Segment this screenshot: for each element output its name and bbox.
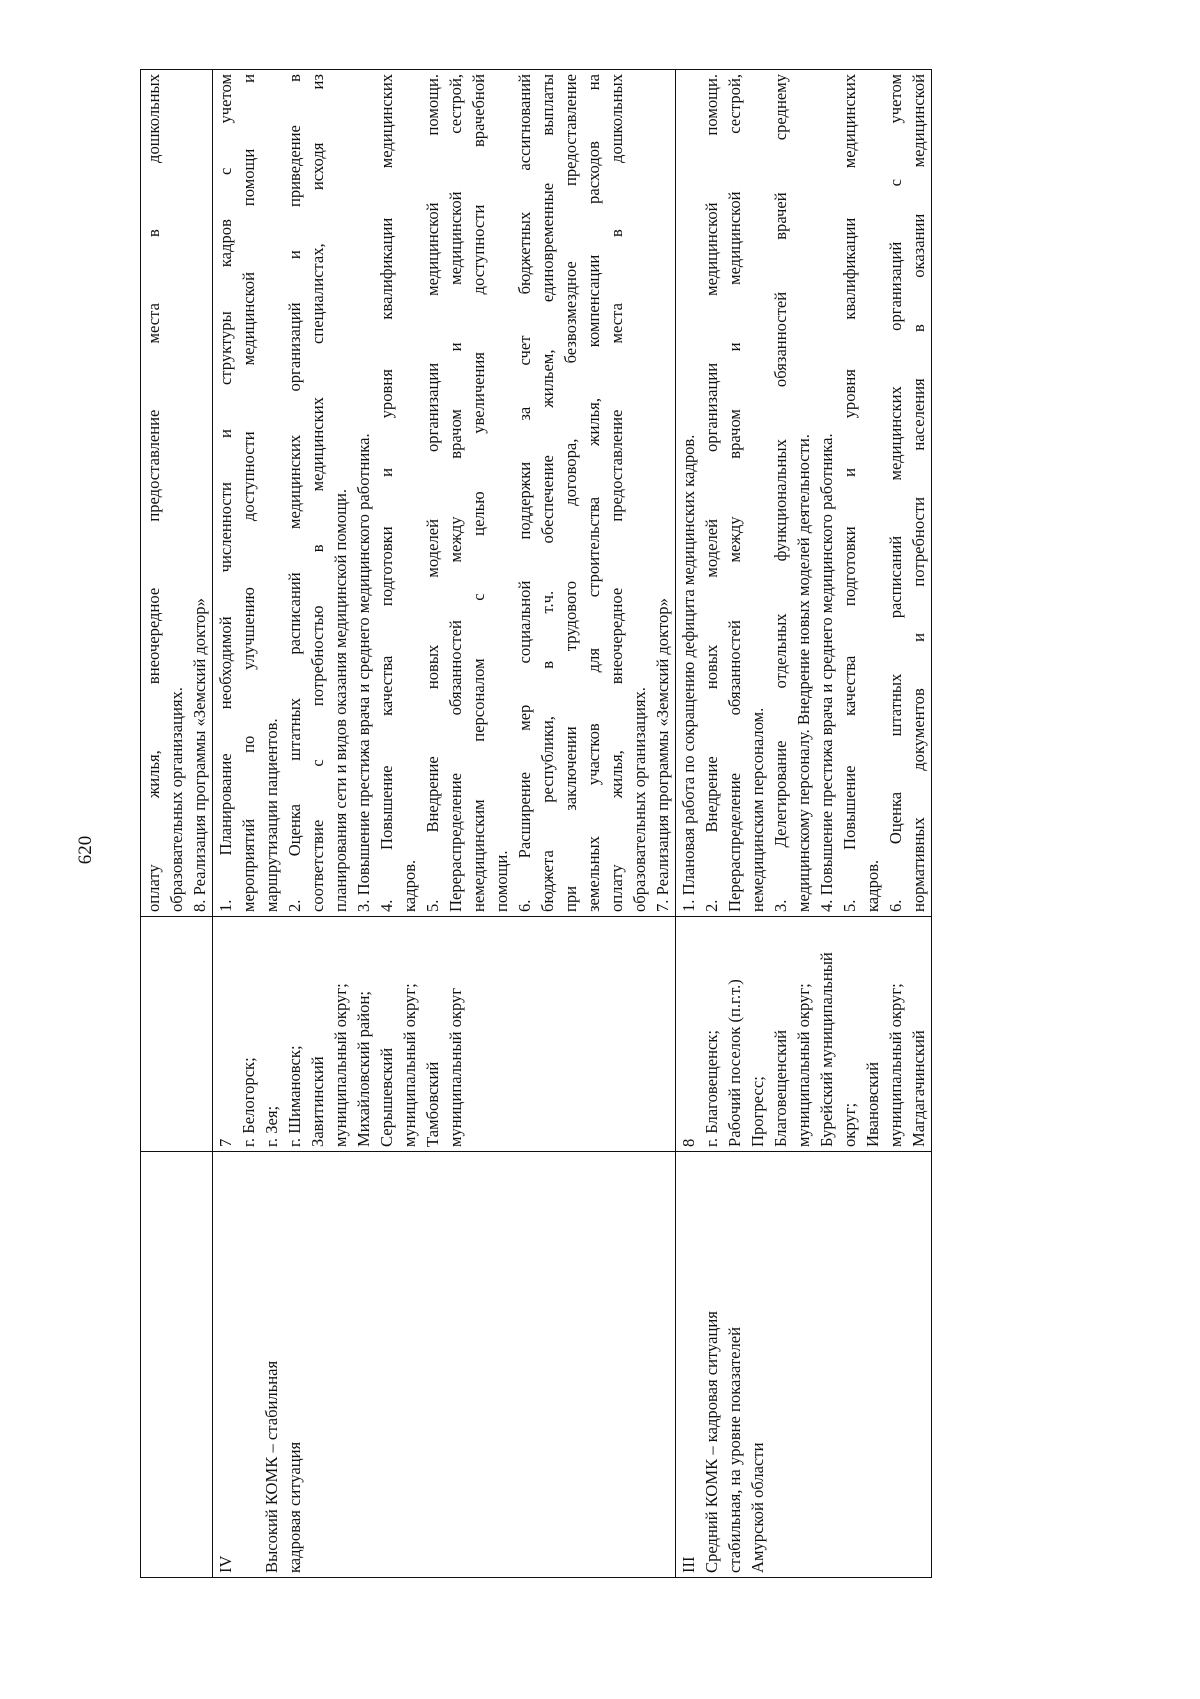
measure-line: 1. Планирование необходимой численности и структуры кадров с учетом bbox=[216, 74, 235, 912]
territory-item: Бурейский муниципальный bbox=[817, 952, 836, 1147]
category-name-line: Высокий КОМК – стабильная bbox=[262, 1360, 281, 1573]
territory-item: Михайловский район; bbox=[354, 991, 373, 1147]
measure-line: 8. Реализация программы «Земский доктор» bbox=[190, 598, 209, 912]
page-number: 620 bbox=[75, 835, 96, 865]
territory-item: муниципальный округ bbox=[446, 987, 465, 1147]
territory-item: Магдагачинский bbox=[909, 1030, 928, 1147]
category-code: III bbox=[679, 1556, 698, 1573]
territory-item: Серышевский bbox=[377, 1047, 396, 1147]
territory-count: 7 bbox=[216, 1138, 235, 1147]
measure-line: нормативных документов и потребности населения в оказании медицинской bbox=[909, 74, 928, 912]
measure-line: 7. Реализация программы «Земский доктор» bbox=[653, 598, 672, 912]
measure-line: мероприятий по улучшению доступности медицинской помощи и bbox=[239, 74, 258, 912]
territory-item: муниципальный округ; bbox=[400, 983, 419, 1147]
category-code: IV bbox=[216, 1555, 235, 1573]
territory-item: Прогресс; bbox=[748, 1076, 767, 1147]
measure-line: 4. Повышение качества подготовки и уровня квалификации медицинских bbox=[377, 74, 396, 912]
measures-cell-continued bbox=[141, 70, 213, 917]
measure-line: маршрутизации пациентов. bbox=[262, 718, 281, 912]
measure-line: помощи. bbox=[492, 850, 511, 912]
measure-line: образовательных организациях. bbox=[630, 687, 649, 912]
measure-line: оплату жилья, внеочередное предоставление места в дошкольных bbox=[607, 74, 626, 912]
measure-line: кадров. bbox=[863, 859, 882, 912]
territory-item: г. Благовещенск; bbox=[702, 1029, 721, 1147]
category-cell-empty bbox=[141, 1152, 213, 1578]
territory-item: Завитинский bbox=[308, 1056, 327, 1147]
territories-cell-iii bbox=[676, 917, 932, 1152]
measure-line: соответствие с потребностью в медицинских специалистах, исходя из bbox=[308, 74, 327, 912]
measure-line: 3. Делегирование отдельных функциональных обязанностей врачей среднему bbox=[771, 74, 790, 912]
territory-item: г. Белогорск; bbox=[239, 1057, 258, 1147]
territories-cell-iv bbox=[213, 917, 676, 1152]
measures-cell-iii bbox=[676, 70, 932, 917]
territory-item: Тамбовский bbox=[423, 1061, 442, 1147]
territory-item: г. Зея; bbox=[262, 1105, 281, 1147]
measure-line: 5. Внедрение новых моделей организации медицинской помощи. bbox=[423, 74, 442, 912]
measure-line: 5. Повышение качества подготовки и уровня квалификации медицинских bbox=[840, 74, 859, 912]
category-cell-iii bbox=[676, 1152, 932, 1578]
territory-item: Ивановский bbox=[863, 1061, 882, 1147]
category-name-line: Средний КОМК – кадровая ситуация bbox=[702, 1311, 721, 1573]
measure-line: немедицинским персоналом. bbox=[748, 707, 767, 912]
table-row-category-iv bbox=[213, 70, 676, 1578]
measure-line: 2. Внедрение новых моделей организации медицинской помощи. bbox=[702, 74, 721, 912]
territories-cell-empty bbox=[141, 917, 213, 1152]
measure-line: 2. Оценка штатных расписаний медицинских организаций и приведение в bbox=[285, 74, 304, 912]
measure-line: немедицинским персоналом с целью увеличения доступности врачебной bbox=[469, 74, 488, 912]
measure-line: при заключении трудового договора, безвозмездное предоставление bbox=[561, 74, 580, 912]
territory-item: г. Шимановск; bbox=[285, 1045, 304, 1147]
measure-line: образовательных организациях. bbox=[167, 687, 186, 912]
measure-line: кадров. bbox=[400, 859, 419, 912]
measure-line: земельных участков для строительства жилья, компенсации расходов на bbox=[584, 74, 603, 912]
measure-line: 6. Оценка штатных расписаний медицинских организаций с учетом bbox=[886, 74, 905, 912]
measure-line: Перераспределение обязанностей между врачом и медицинской сестрой, bbox=[725, 74, 744, 912]
rotated-page-content bbox=[140, 70, 1060, 1578]
measure-line: оплату жилья, внеочередное предоставление места в дошкольных bbox=[144, 74, 163, 912]
category-name-line: кадровая ситуация bbox=[285, 1441, 304, 1573]
measures-table bbox=[140, 69, 932, 1578]
territory-item: муниципальный округ; bbox=[794, 983, 813, 1147]
measure-line: 1. Плановая работа по сокращению дефицита медицинских кадров. bbox=[679, 434, 698, 912]
category-name-line: Амурской области bbox=[748, 1442, 767, 1573]
measure-line: 6. Расширение мер социальной поддержки за счет бюджетных ассигнований bbox=[515, 74, 534, 912]
territory-item: Рабочий поселок (п.г.т.) bbox=[725, 979, 744, 1147]
measure-line: Перераспределение обязанностей между врачом и медицинской сестрой, bbox=[446, 74, 465, 912]
territory-item: муниципальный округ; bbox=[331, 983, 350, 1147]
measure-line: бюджета республики, в т.ч. обеспечение жильем, единовременные выплаты bbox=[538, 74, 557, 912]
measure-line: 4. Повышение престижа врача и среднего медицинского работника. bbox=[817, 433, 836, 912]
table-row-continued bbox=[141, 70, 213, 1578]
territory-item: муниципальный округ; bbox=[886, 983, 905, 1147]
measure-line: 3. Повышение престижа врача и среднего медицинского работника. bbox=[354, 433, 373, 912]
territory-count: 8 bbox=[679, 1138, 698, 1147]
category-cell-iv bbox=[213, 1152, 676, 1578]
territory-item: Благовещенский bbox=[771, 1030, 790, 1147]
category-name-line: стабильная, на уровне показателей bbox=[725, 1326, 744, 1573]
measure-line: планирования сети и видов оказания медицинской помощи. bbox=[331, 488, 350, 912]
table-row-category-iii bbox=[676, 70, 932, 1578]
measure-line: медицинскому персоналу. Внедрение новых моделей деятельности. bbox=[794, 434, 813, 912]
territory-item: округ; bbox=[840, 1102, 859, 1147]
measures-cell-iv bbox=[213, 70, 676, 917]
